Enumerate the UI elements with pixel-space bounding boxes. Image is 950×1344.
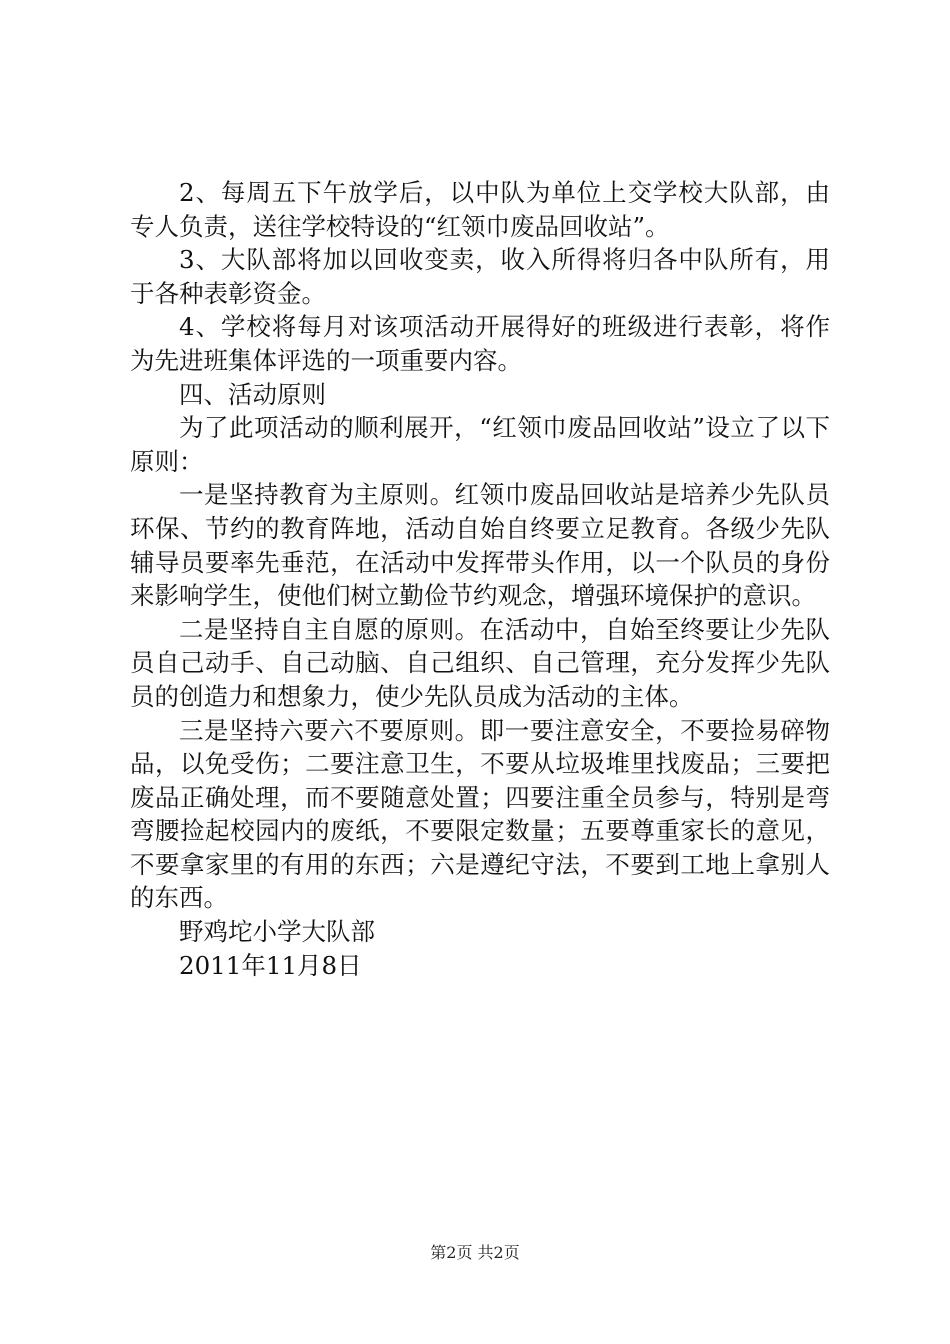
paragraph-item-4: 4、学校将每月对该项活动开展得好的班级进行表彰，将作为先进班集体评选的一项重要内容。 [130,312,830,375]
paragraph-principle-3: 三是坚持六要六不要原则。即一要注意安全，不要捡易碎物品，以免受伤；二要注意卫生，不要从垃圾堆里找废品；三要把废品正确处理，而不要随意处置；四要注重全员参与，特别是弯弯腰捡起校园内的废纸，不要限定数量；五要尊重家长的意见，不要拿家里的有用的东西；六是遵纪守法，不要到工地上拿别人的东西。 [130,715,830,913]
signature-organization: 野鸡坨小学大队部 [179,917,375,947]
paragraph-intro-principles: 为了此项活动的顺利展开，“红领巾废品回收站”设立了以下原则： [130,413,830,476]
paragraph-item-3: 3、大队部将加以回收变卖，收入所得将归各中队所有，用于各种表彰资金。 [130,245,830,308]
signature-date: 2011年11月8日 [179,950,362,980]
paragraph-principle-1: 一是坚持教育为主原则。红领巾废品回收站是培养少先队员环保、节约的教育阵地，活动自始自终要立足教育。各级少先队辅导员要率先垂范，在活动中发挥带头作用，以一个队员的身份来影响学生，使他们树立勤俭节约观念，增强环境保护的意识。 [130,480,830,611]
page-number-footer: 第2页 共2页 [430,1243,520,1262]
paragraph-item-2: 2、每周五下午放学后，以中队为单位上交学校大队部，由专人负责，送往学校特设的“红领巾废品回收站”。 [130,178,830,241]
paragraph-principle-2: 二是坚持自主自愿的原则。在活动中，自始至终要让少先队员自己动手、自己动脑、自己组织、自己管理，充分发挥少先队员的创造力和想象力，使少先队员成为活动的主体。 [130,614,830,711]
document-body [130,176,830,982]
section-heading-principles: 四、活动原则 [179,379,326,409]
